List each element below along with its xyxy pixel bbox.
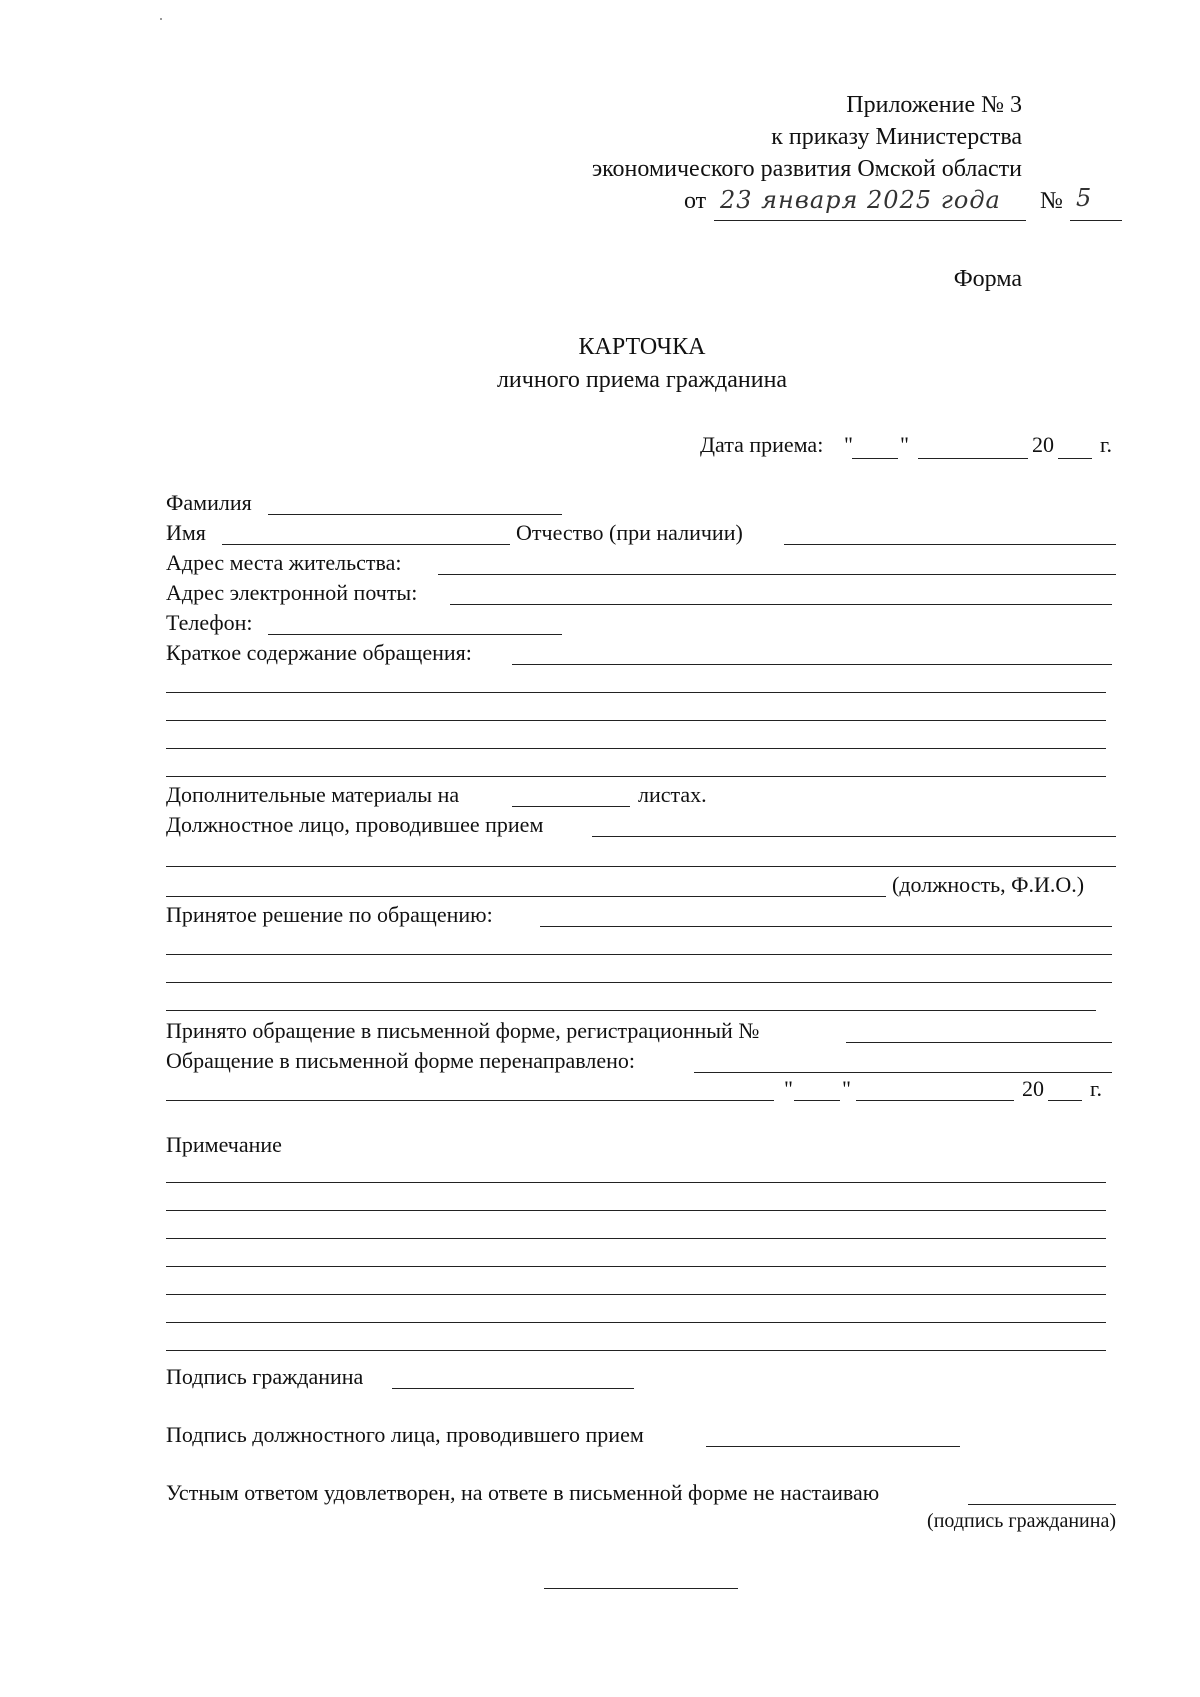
email-field[interactable] xyxy=(450,604,1112,605)
scan-speck xyxy=(160,18,162,20)
patronymic-field[interactable] xyxy=(784,544,1116,545)
name-field[interactable] xyxy=(222,544,510,545)
official-signature-field[interactable] xyxy=(706,1446,960,1447)
page-subtitle: личного приема гражданина xyxy=(496,367,788,393)
patronymic-label: Отчество (при наличии) xyxy=(516,520,743,545)
note-line-2[interactable] xyxy=(166,1210,1106,1211)
reception-year-suffix: г. xyxy=(1100,432,1113,457)
summary-line-4[interactable] xyxy=(166,776,1106,777)
written-accepted-label: Принято обращение в письменной форме, регистрационный № xyxy=(166,1018,760,1043)
summary-line-3[interactable] xyxy=(166,748,1106,749)
order-from-label: от xyxy=(684,188,707,214)
summary-field[interactable] xyxy=(512,664,1112,665)
reception-day-field[interactable] xyxy=(852,458,898,459)
redirected-label: Обращение в письменной форме перенаправлено: xyxy=(166,1048,636,1073)
note-line-1[interactable] xyxy=(166,1182,1106,1183)
citizen-signature-field[interactable] xyxy=(392,1388,634,1389)
oral-answer-label: Устным ответом удовлетворен, на ответе в письменной форме не настаиваю xyxy=(166,1480,880,1505)
decision-line-1[interactable] xyxy=(166,954,1112,955)
registration-number-field[interactable] xyxy=(846,1042,1112,1043)
appendix-number: Приложение № 3 xyxy=(846,92,1022,118)
official-hint: (должность, Ф.И.О.) xyxy=(892,872,1085,897)
reception-year-field[interactable] xyxy=(1058,458,1092,459)
appendix-order-ref: к приказу Министерства xyxy=(771,124,1022,150)
oral-answer-hint: (подпись гражданина) xyxy=(927,1510,1116,1532)
order-date-handwritten: 23 января 2025 года xyxy=(720,186,1001,214)
address-label: Адрес места жительства: xyxy=(166,550,402,575)
redirected-line[interactable] xyxy=(166,1100,774,1101)
closing-separator xyxy=(544,1588,738,1589)
redirected-month-field[interactable] xyxy=(856,1100,1014,1101)
redirected-year-suffix: г. xyxy=(1090,1076,1103,1101)
redirected-year-field[interactable] xyxy=(1048,1100,1082,1101)
phone-field[interactable] xyxy=(268,634,562,635)
reception-year-prefix: 20 xyxy=(1032,432,1054,457)
note-line-6[interactable] xyxy=(166,1322,1106,1323)
redirected-quote-close: " xyxy=(842,1076,851,1101)
summary-label: Краткое содержание обращения: xyxy=(166,640,472,665)
reception-date-label: Дата приема: xyxy=(700,432,824,457)
note-line-7[interactable] xyxy=(166,1350,1106,1351)
appendix-ministry: экономического развития Омской области xyxy=(591,156,1022,182)
citizen-signature-label: Подпись гражданина xyxy=(166,1364,364,1389)
surname-field[interactable] xyxy=(268,514,562,515)
summary-line-2[interactable] xyxy=(166,720,1106,721)
reception-month-field[interactable] xyxy=(918,458,1028,459)
page-title: КАРТОЧКА xyxy=(578,334,706,360)
address-field[interactable] xyxy=(438,574,1116,575)
reception-date-quote-open: " xyxy=(844,432,853,457)
decision-field[interactable] xyxy=(540,926,1112,927)
extra-materials-sheets-label: листах. xyxy=(638,782,707,807)
order-number-handwritten: 5 xyxy=(1076,184,1093,212)
redirected-year-prefix: 20 xyxy=(1022,1076,1044,1101)
decision-line-2[interactable] xyxy=(166,982,1112,983)
redirected-quote-open: " xyxy=(784,1076,793,1101)
summary-line-1[interactable] xyxy=(166,692,1106,693)
redirected-day-field[interactable] xyxy=(794,1100,840,1101)
name-label: Имя xyxy=(166,520,206,545)
order-number-label: № xyxy=(1040,188,1063,214)
order-number-line xyxy=(1070,220,1122,221)
email-label: Адрес электронной почты: xyxy=(166,580,418,605)
decision-line-3[interactable] xyxy=(166,1010,1096,1011)
official-line-1[interactable] xyxy=(166,866,1116,867)
note-line-4[interactable] xyxy=(166,1266,1106,1267)
redirected-field[interactable] xyxy=(694,1072,1112,1073)
decision-label: Принятое решение по обращению: xyxy=(166,902,493,927)
oral-answer-signature-field[interactable] xyxy=(968,1504,1116,1505)
note-line-3[interactable] xyxy=(166,1238,1106,1239)
phone-label: Телефон: xyxy=(166,610,253,635)
extra-materials-label: Дополнительные материалы на xyxy=(166,782,460,807)
official-field[interactable] xyxy=(592,836,1116,837)
extra-materials-count-field[interactable] xyxy=(512,806,630,807)
official-line-2[interactable] xyxy=(166,896,886,897)
order-date-line xyxy=(714,220,1026,221)
note-label: Примечание xyxy=(166,1132,282,1157)
surname-label: Фамилия xyxy=(166,490,252,515)
reception-date-quote-close: " xyxy=(900,432,909,457)
form-label: Форма xyxy=(953,266,1022,292)
official-label: Должностное лицо, проводившее прием xyxy=(166,812,544,837)
note-line-5[interactable] xyxy=(166,1294,1106,1295)
official-signature-label: Подпись должностного лица, проводившего прием xyxy=(166,1422,644,1447)
